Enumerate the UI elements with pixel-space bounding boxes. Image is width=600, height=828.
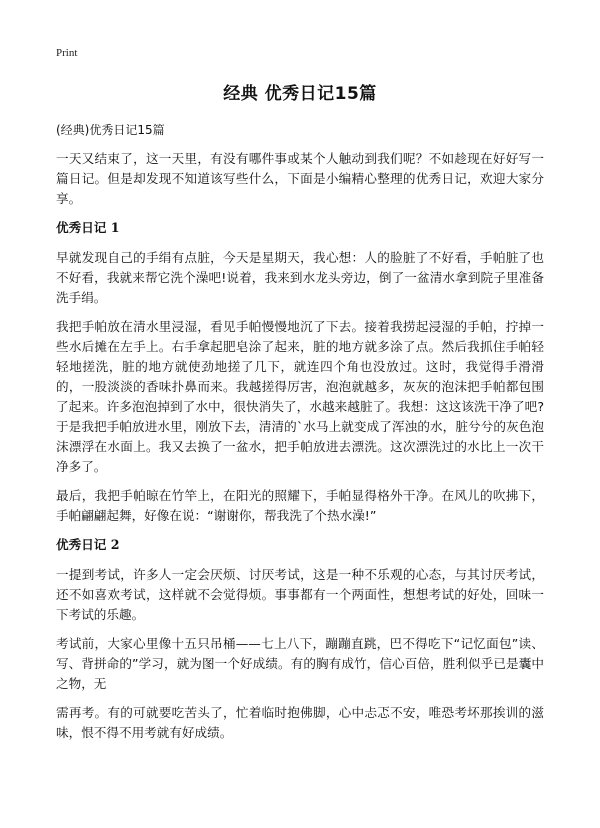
section-heading: 优秀日记 2 <box>56 537 120 552</box>
document-title: 经典 优秀日记15篇 <box>223 84 377 104</box>
print-label: Print <box>56 47 78 59</box>
section-paragraph: 一提到考试，许多人一定会厌烦、讨厌考试，这是一种不乐观的心态，与其讨厌考试，还不如喜欢考试，这样就不会觉得烦。事事都有一个两面性，想想考试的好处，回味一下考试的乐趣。 <box>56 567 544 622</box>
document-subtitle: (经典)优秀日记15篇 <box>56 123 165 137</box>
section-heading: 优秀日记 1 <box>56 220 120 235</box>
section-paragraph: 早就发现自己的手绢有点脏，今天是星期天，我心想：人的脸脏了不好看，手帕脏了也不好看，我就来帮它洗个澡吧!说着，我来到水龙头旁边，倒了一盆清水拿到院子里准备洗手绢。 <box>56 250 544 305</box>
document-body <box>56 149 544 752</box>
section-paragraph: 考试前，大家心里像十五只吊桶——七上八下，蹦蹦直跳，巴不得吃下“记忆面包”读、写、背拼命的”学习，就为图一个好成绩。有的胸有成竹，信心百倍，胜利似乎已是囊中之物，无 <box>56 636 544 691</box>
section-paragraph: 需再考。有的可就要吃苦头了，忙着临时抱佛脚，心中忐忑不安，唯恐考坏那挨训的滋味，恨不得不用考就有好成绩。 <box>56 705 544 740</box>
intro-paragraph: 一天又结束了，这一天里，有没有哪件事或某个人触动到我们呢？不如趁现在好好写一篇日记。但是却发现不知道该写些什么，下面是小编精心整理的优秀日记，欢迎大家分享。 <box>56 151 544 206</box>
section-paragraph: 最后，我把手帕晾在竹竿上，在阳光的照耀下，手帕显得格外干净。在风儿的吹拂下，手帕翩翩起舞，好像在说：“谢谢你，帮我洗了个热水澡!” <box>56 488 544 523</box>
section-paragraph: 我把手帕放在清水里浸湿，看见手帕慢慢地沉了下去。接着我捞起浸湿的手帕，拧掉一些水后摊在左手上。右手拿起肥皂涂了起来，脏的地方就多涂了点。然后我抓住手帕轻轻地搓洗，脏的地方就使劲地搓了几下，就连四个角也没放过。这时，我觉得手滑滑的，一股淡淡的香味扑鼻而来。我越搓得厉害，泡泡就越多，灰灰的泡沫把手帕都包围了起来。许多泡泡掉到了水中，很快消失了，水越来越脏了。我想：这这该洗干净了吧?于是我把手帕放进水里，刚放下去，清清的`水马上就变成了浑浊的水，脏兮兮的灰色泡沫漂浮在水面上。我又去换了一盆水，把手帕放进去漂洗。这次漂洗过的水比上一次干净多了。 <box>56 319 544 474</box>
